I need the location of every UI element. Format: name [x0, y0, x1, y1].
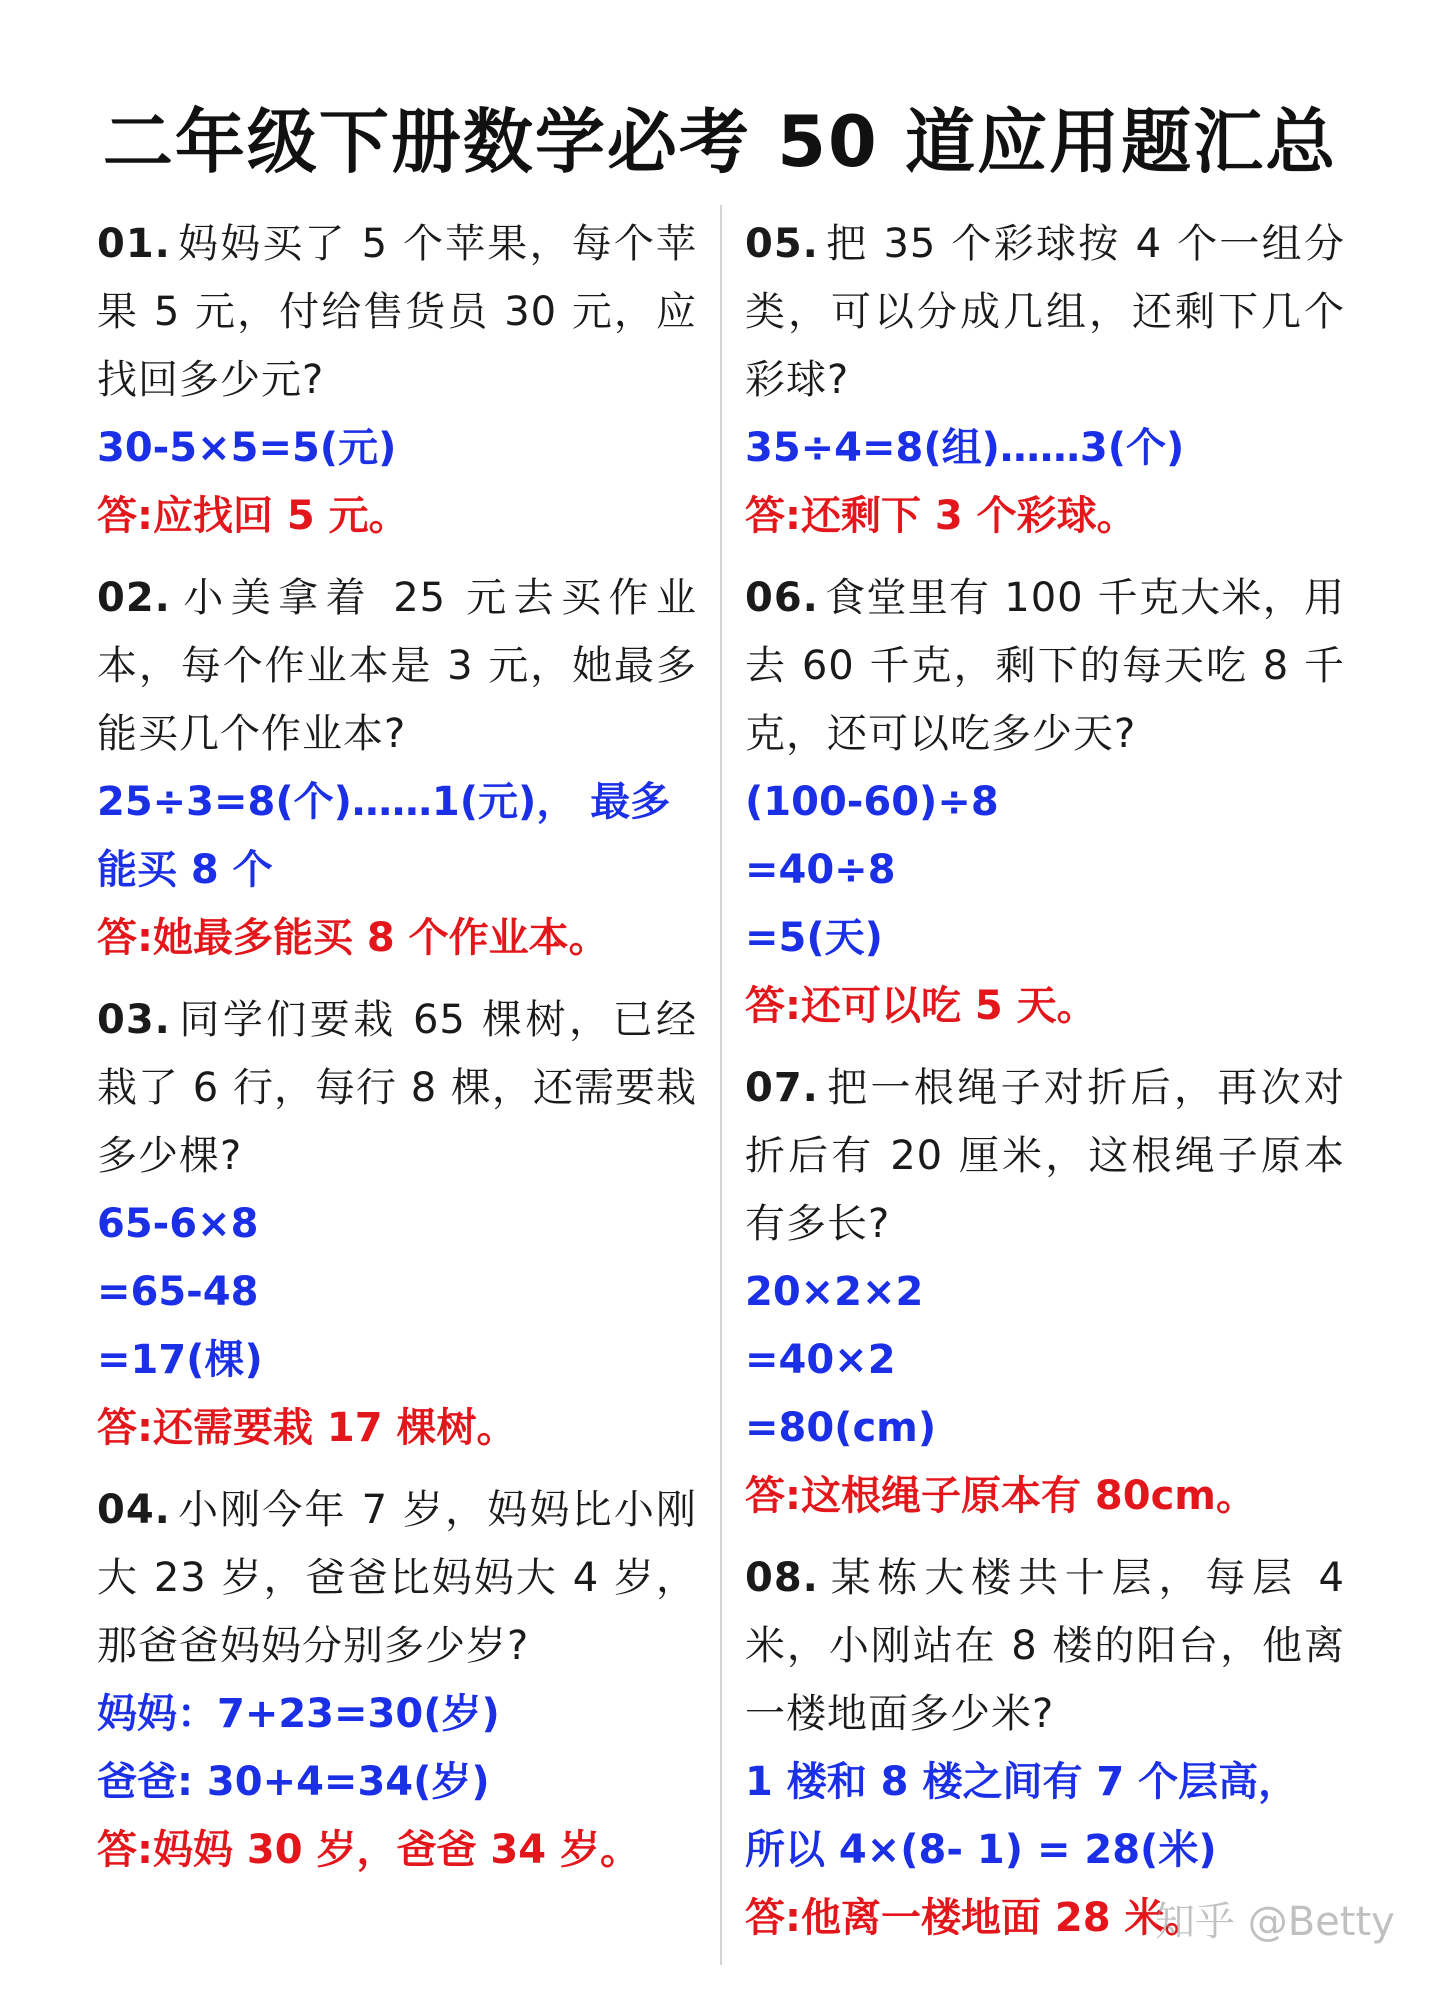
problem-number: 02. [97, 575, 171, 621]
question-text [97, 564, 697, 768]
problem-number: 06. [745, 575, 819, 621]
problem-number: 03. [97, 997, 171, 1043]
question-body: 妈妈买了 5 个苹果，每个苹果 5 元，付给售货员 30 元，应找回多少元? [97, 221, 697, 403]
problem-07 [745, 1054, 1345, 1530]
solution-line: =65-48 [97, 1269, 259, 1315]
question-body: 小刚今年 7 岁，妈妈比小刚大 23 岁，爸爸比妈妈大 4 岁，那爸爸妈妈分别多少岁? [97, 1487, 697, 1669]
page-title: 二年级下册数学必考 50 道应用题汇总 [102, 101, 1338, 183]
solution-line: 1 楼和 8 楼之间有 7 个层高， [745, 1759, 1299, 1805]
solution-line: 爸爸: 30+4=34(岁) [97, 1759, 490, 1805]
problem-02 [97, 564, 697, 972]
watermark: 知乎 @Betty [1155, 1899, 1395, 1945]
question-text [97, 210, 697, 414]
question-body: 小美拿着 25 元去买作业本，每个作业本是 3 元，她最多能买几个作业本? [97, 575, 697, 757]
answer-line: 答:还可以吃 5 天。 [745, 983, 1097, 1029]
question-body: 食堂里有 100 千克大米，用去 60 千克，剩下的每天吃 8 千克，还可以吃多少天? [745, 575, 1345, 757]
solution-line: =40÷8 [745, 847, 896, 893]
question-body: 某栋大楼共十层，每层 4 米，小刚站在 8 楼的阳台，他离一楼地面多少米? [745, 1555, 1345, 1737]
solution-line: =40×2 [745, 1337, 896, 1383]
solution-line: 25÷3=8(个)……1(元)， 最多能买 8 个 [97, 779, 671, 893]
question-text [97, 986, 697, 1190]
problem-01 [97, 210, 697, 550]
problem-04 [97, 1476, 697, 1884]
problem-number: 01. [97, 221, 171, 267]
problem-05 [745, 210, 1345, 550]
answer-line: 答:这根绳子原本有 80cm。 [745, 1473, 1256, 1519]
problem-03 [97, 986, 697, 1462]
answer-line: 答:她最多能买 8 个作业本。 [97, 915, 609, 961]
question-text [745, 1544, 1345, 1748]
problem-06 [745, 564, 1345, 1040]
solution-line: 30-5×5=5(元) [97, 425, 397, 471]
answer-line: 答:还剩下 3 个彩球。 [745, 493, 1137, 539]
problem-number: 04. [97, 1487, 171, 1533]
answer-line: 答:还需要栽 17 棵树。 [97, 1405, 517, 1451]
solution-line: 65-6×8 [97, 1201, 259, 1247]
problem-number: 05. [745, 221, 819, 267]
answer-line: 答:应找回 5 元。 [97, 493, 409, 539]
solution-line: (100-60)÷8 [745, 779, 999, 825]
column-divider [720, 205, 722, 1965]
solution-line: =5(天) [745, 915, 883, 961]
answer-line: 答:妈妈 30 岁，爸爸 34 岁。 [97, 1827, 641, 1873]
problem-number: 07. [745, 1065, 819, 1111]
right-column [745, 210, 1345, 1966]
solution-line: 20×2×2 [745, 1269, 924, 1315]
problem-number: 08. [745, 1555, 819, 1601]
answer-line: 答:他离一楼地面 28 米。 [745, 1895, 1205, 1941]
solution-line: 35÷4=8(组)……3(个) [745, 425, 1185, 471]
question-body: 同学们要栽 65 棵树，已经栽了 6 行，每行 8 棵，还需要栽多少棵? [97, 997, 697, 1179]
question-text [745, 564, 1345, 768]
solution-line: 妈妈：7+23=30(岁) [97, 1691, 500, 1737]
solution-line: 所以 4×(8- 1) = 28(米) [745, 1827, 1217, 1873]
question-text [745, 210, 1345, 414]
question-body: 把一根绳子对折后，再次对折后有 20 厘米，这根绳子原本有多长? [745, 1065, 1345, 1247]
solution-line: =80(cm) [745, 1405, 937, 1451]
question-text [745, 1054, 1345, 1258]
solution-line: =17(棵) [97, 1337, 263, 1383]
left-column [97, 210, 697, 1898]
question-body: 把 35 个彩球按 4 个一组分类，可以分成几组，还剩下几个彩球? [745, 221, 1345, 403]
question-text [97, 1476, 697, 1680]
